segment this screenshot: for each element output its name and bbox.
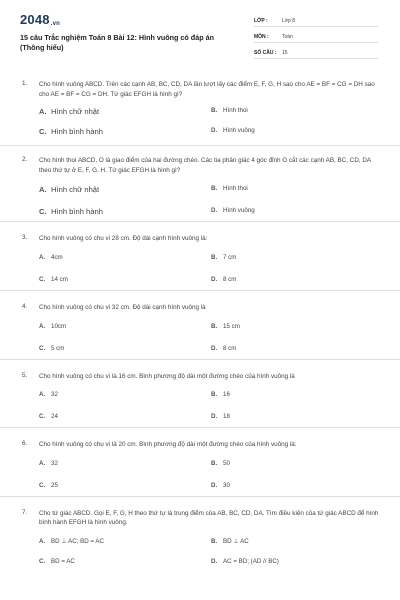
answer-option[interactable] — [39, 107, 99, 116]
site-logo[interactable] — [20, 12, 60, 27]
answer-option[interactable] — [39, 413, 58, 420]
option-text: 14 cm — [51, 275, 68, 283]
question-text: Cho hình vuông có chu vi 28 cm. Độ dài cạnh hình vuông là: — [39, 235, 208, 243]
option-letter: B. — [211, 322, 218, 330]
question-line — [0, 80, 400, 99]
option-letter: D. — [211, 127, 218, 135]
question-block — [0, 428, 400, 497]
option-letter: C. — [39, 275, 46, 283]
question-text: Cho hình thoi ABCD, O là giao điểm của hai đường chéo. Các tia phân giác 4 góc đỉnh O cắt các cạnh AB, BC, CD, DA theo thứ tự ở E, F, G, H. Tứ giác EFGH là hình gì? — [39, 157, 371, 174]
answer-option[interactable] — [211, 107, 248, 114]
option-letter: C. — [39, 207, 47, 217]
question-number: 7. — [22, 508, 28, 516]
answer-option[interactable] — [39, 538, 104, 545]
question-text: Cho tứ giác ABCD. Gọi E, F, G, H theo thứ tự là trung điểm của AB, BC, CD, DA. Tìm điều kiện của tứ giác ABCD để hình bình hành EFGH là hình vuông. — [39, 509, 379, 527]
answer-option[interactable] — [211, 345, 236, 352]
options-row — [0, 121, 400, 145]
options-row — [0, 270, 400, 290]
answer-option[interactable] — [211, 482, 230, 489]
option-letter: A. — [39, 253, 46, 261]
meta-row-grade — [254, 14, 378, 27]
options-row — [0, 201, 400, 221]
question-block — [0, 146, 400, 222]
meta-label: MÔN : — [254, 34, 269, 40]
options-row — [0, 101, 400, 121]
question-block — [0, 291, 400, 360]
answer-option[interactable] — [39, 127, 103, 136]
question-text: Cho hình vuông có chu vi 32 cm. Độ dài cạnh hình vuông là — [39, 303, 206, 311]
option-letter: D. — [211, 275, 218, 283]
question-number: 5. — [22, 371, 28, 379]
question-text: Cho hình vuông ABCD. Trên các cạnh AB, BC, CD, DA lần lượt lấy các điểm E, F, G, H sao cho AE = BF = CG = DH sao cho AE = BF = CG = DH. Tứ giác EFGH là hình gì? — [39, 81, 375, 98]
option-text: 32 — [51, 391, 58, 399]
question-number: 2. — [22, 156, 28, 164]
options-row — [0, 385, 400, 407]
question-number: 1. — [22, 80, 28, 87]
question-number: 3. — [22, 234, 28, 242]
answer-option[interactable] — [211, 323, 240, 330]
question-text: Cho hình vuông có chu vi là 16 cm. Bình phương độ dài một đường chéo của hình vuông là — [39, 372, 295, 380]
question-line — [0, 440, 400, 450]
option-letter: A. — [39, 107, 47, 117]
answer-option[interactable] — [211, 538, 249, 545]
meta-info — [254, 14, 378, 62]
meta-label: SỐ CÂU : — [254, 50, 277, 56]
answer-option[interactable] — [211, 460, 230, 467]
option-letter: B. — [211, 537, 218, 545]
option-text: Hình vuông — [223, 207, 255, 215]
meta-label: LỚP : — [254, 18, 268, 24]
options-row — [0, 532, 400, 552]
option-letter: C. — [39, 344, 46, 352]
logo-tld: .vn — [50, 21, 61, 27]
option-text: 30 — [223, 481, 230, 489]
question-text: Cho hình vuông có chu vi là 20 cm. Bình phương độ dài một đường chéo của hình vuông là: — [39, 441, 297, 449]
answer-option[interactable] — [211, 185, 248, 192]
option-letter: B. — [211, 459, 218, 467]
option-text: Hình chữ nhật — [51, 107, 100, 117]
answer-option[interactable] — [39, 391, 58, 398]
question-number: 4. — [22, 302, 28, 310]
answer-option[interactable] — [211, 207, 255, 214]
option-letter: A. — [39, 185, 47, 195]
option-text: 15 cm — [223, 322, 240, 330]
option-text: 25 — [51, 481, 58, 489]
option-text: Hình bình hành — [51, 127, 103, 137]
options-row — [0, 317, 400, 339]
meta-value: Toán — [282, 34, 293, 40]
option-text: Hình thoi — [223, 185, 248, 193]
question-line — [0, 372, 400, 382]
option-text: 50 — [223, 459, 230, 467]
meta-value: Lớp 8 — [282, 18, 296, 24]
option-letter: A. — [39, 537, 46, 545]
question-line — [0, 509, 400, 528]
option-text: 5 cm — [51, 344, 65, 352]
option-text: 24 — [51, 413, 58, 421]
answer-option[interactable] — [211, 127, 255, 134]
answer-option[interactable] — [39, 345, 64, 352]
answer-option[interactable] — [39, 323, 66, 330]
option-text: 8 cm — [223, 275, 237, 283]
options-row — [0, 407, 400, 427]
option-letter: B. — [211, 391, 218, 399]
question-list — [0, 66, 400, 572]
question-line — [0, 303, 400, 313]
answer-option[interactable] — [39, 558, 75, 565]
answer-option[interactable] — [39, 254, 63, 261]
options-row — [0, 339, 400, 359]
option-text: 32 — [51, 459, 58, 467]
question-block — [0, 66, 400, 146]
question-block — [0, 222, 400, 291]
question-line — [0, 156, 400, 175]
meta-row-subject — [254, 30, 378, 43]
question-block — [0, 360, 400, 429]
header — [0, 0, 400, 62]
option-text: Hình bình hành — [51, 207, 103, 217]
option-text: Hình thoi — [223, 107, 248, 115]
logo-main: 2048 — [20, 12, 50, 27]
option-text: 4cm — [51, 253, 63, 261]
option-letter: D. — [211, 481, 218, 489]
options-row — [0, 248, 400, 270]
option-letter: C. — [39, 413, 46, 421]
option-text: Hình chữ nhật — [51, 185, 100, 195]
option-text: 8 cm — [223, 344, 237, 352]
meta-row-count — [254, 46, 378, 59]
answer-option[interactable] — [39, 185, 99, 194]
option-letter: D. — [211, 557, 218, 565]
answer-option[interactable] — [39, 207, 103, 216]
option-text: Hình vuông — [223, 127, 255, 135]
option-text: BD ⊥ AC; BD = AC — [51, 537, 105, 545]
answer-option[interactable] — [211, 254, 236, 261]
option-letter: D. — [211, 207, 218, 215]
option-text: 7 cm — [223, 253, 237, 261]
answer-option[interactable] — [39, 460, 58, 467]
question-number: 6. — [22, 440, 28, 448]
option-letter: D. — [211, 413, 218, 421]
answer-option[interactable] — [211, 276, 236, 283]
options-row — [0, 552, 400, 572]
options-row — [0, 454, 400, 476]
answer-option[interactable] — [39, 276, 68, 283]
option-text: BD ⊥ AC — [223, 537, 249, 545]
option-letter: A. — [39, 391, 46, 399]
answer-option[interactable] — [211, 391, 230, 398]
option-letter: B. — [211, 107, 218, 115]
option-letter: B. — [211, 253, 218, 261]
option-letter: A. — [39, 459, 46, 467]
option-letter: C. — [39, 127, 47, 137]
options-row — [0, 179, 400, 201]
option-text: 16 — [223, 391, 230, 399]
option-letter: C. — [39, 481, 46, 489]
question-line — [0, 234, 400, 244]
answer-option[interactable] — [211, 558, 279, 565]
meta-value: 15 — [282, 50, 288, 56]
option-text: 18 — [223, 413, 230, 421]
option-letter: B. — [211, 185, 218, 193]
option-text: BD = AC — [51, 557, 75, 565]
answer-option[interactable] — [39, 482, 58, 489]
option-letter: A. — [39, 322, 46, 330]
option-text: AC = BD; (AD // BC) — [223, 557, 279, 565]
option-text: 10cm — [51, 322, 67, 330]
document-title: 15 câu Trắc nghiệm Toán 8 Bài 12: Hình vuông có đáp án (Thông hiểu) — [20, 33, 214, 52]
option-letter: C. — [39, 557, 46, 565]
answer-option[interactable] — [211, 413, 230, 420]
options-row — [0, 476, 400, 496]
question-block — [0, 497, 400, 572]
option-letter: D. — [211, 344, 218, 352]
